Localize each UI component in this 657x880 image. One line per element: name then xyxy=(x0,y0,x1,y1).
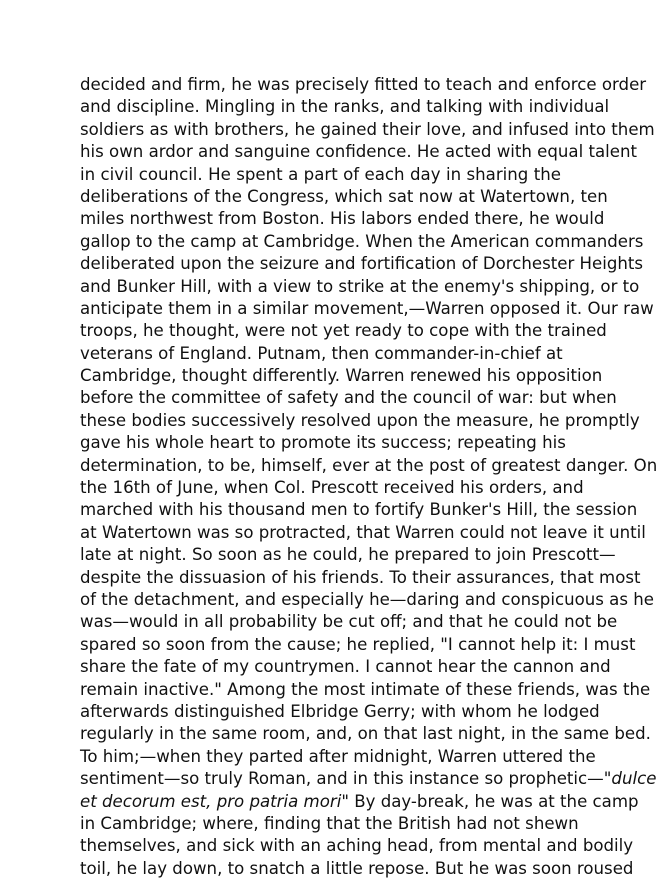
text-line-12: troops, he thought, were not yet ready to cope with the trained xyxy=(80,321,607,341)
text-line-21: at Watertown was so protracted, that Warren could not leave it until xyxy=(80,522,646,542)
text-line-23: despite the dissuasion of his friends. To their assurances, that most xyxy=(80,567,641,587)
text-line-35: themselves, and sick with an aching head, from mental and bodily xyxy=(80,836,634,856)
text-line-18: determination, to be, himself, ever at the post of greatest danger. On xyxy=(80,455,657,475)
text-line-16: these bodies successively resolved upon the measure, he promptly xyxy=(80,410,640,430)
text-line-17: gave his whole heart to promote its success; repeating his xyxy=(80,433,566,453)
text-line-24: of the detachment, and especially he—daring and conspicuous as he xyxy=(80,589,654,609)
text-line-11: anticipate them in a similar movement,—Warren opposed it. Our raw xyxy=(80,298,654,318)
text-line-31: To him;—when they parted after midnight, Warren uttered the xyxy=(80,746,596,766)
text-line-5: in civil council. He spent a part of each day in sharing the xyxy=(80,164,561,184)
text-line-25: was—would in all probability be cut off; and that he could not be xyxy=(80,612,618,632)
text-line-30: regularly in the same room, and, on that last night, in the same bed. xyxy=(80,724,651,744)
text-line-4: his own ardor and sanguine confidence. He acted with equal talent xyxy=(80,142,638,162)
text-line-3: soldiers as with brothers, he gained their love, and infused into them xyxy=(80,119,655,139)
text-line-22: late at night. So soon as he could, he prepared to join Prescott— xyxy=(80,545,616,565)
text-line-1: decided and firm, he was precisely fitted to teach and enforce order xyxy=(80,75,647,94)
text-line-26: spared so soon from the cause; he replied, "I cannot help it: I must xyxy=(80,634,636,654)
text-line-10: and Bunker Hill, with a view to strike at the enemy's shipping, or to xyxy=(80,276,640,296)
text-line-32-roman: sentiment—so truly Roman, and in this instance so prophetic—" xyxy=(80,769,612,789)
text-line-6: deliberations of the Congress, which sat now at Watertown, ten xyxy=(80,186,608,206)
text-line-13: veterans of England. Putnam, then commander-in-chief at xyxy=(80,343,563,363)
text-line-2: and discipline. Mingling in the ranks, and talking with individual xyxy=(80,97,610,117)
text-line-20: marched with his thousand men to fortify Bunker's Hill, the session xyxy=(80,500,638,520)
latin-quote-part-2: et decorum est, pro patria mori xyxy=(80,791,342,811)
text-line-9: deliberated upon the seizure and fortification of Dorchester Heights xyxy=(80,254,644,274)
text-line-33-roman: " By day-break, he was at the camp xyxy=(341,791,639,811)
text-line-29: afterwards distinguished Elbridge Gerry; with whom he lodged xyxy=(80,701,600,721)
text-line-36: toil, he lay down, to snatch a little repose. But he was soon roused xyxy=(80,858,634,878)
text-line-27: share the fate of my countrymen. I cannot hear the cannon and xyxy=(80,657,611,677)
body-text xyxy=(80,74,657,880)
text-line-28: remain inactive." Among the most intimate of these friends, was the xyxy=(80,679,651,699)
text-line-7: miles northwest from Boston. His labors ended there, he would xyxy=(80,209,605,229)
text-line-19: the 16th of June, when Col. Prescott received his orders, and xyxy=(80,478,584,498)
text-line-33 xyxy=(80,791,639,813)
text-line-15: before the committee of safety and the council of war: but when xyxy=(80,388,617,408)
text-line-14: Cambridge, thought differently. Warren renewed his opposition xyxy=(80,366,603,386)
latin-quote-part-1: dulce xyxy=(611,769,657,789)
text-line-8: gallop to the camp at Cambridge. When the American commanders xyxy=(80,231,644,251)
text-line-32 xyxy=(80,768,657,790)
text-line-34: in Cambridge; where, finding that the British had not shewn xyxy=(80,813,579,833)
